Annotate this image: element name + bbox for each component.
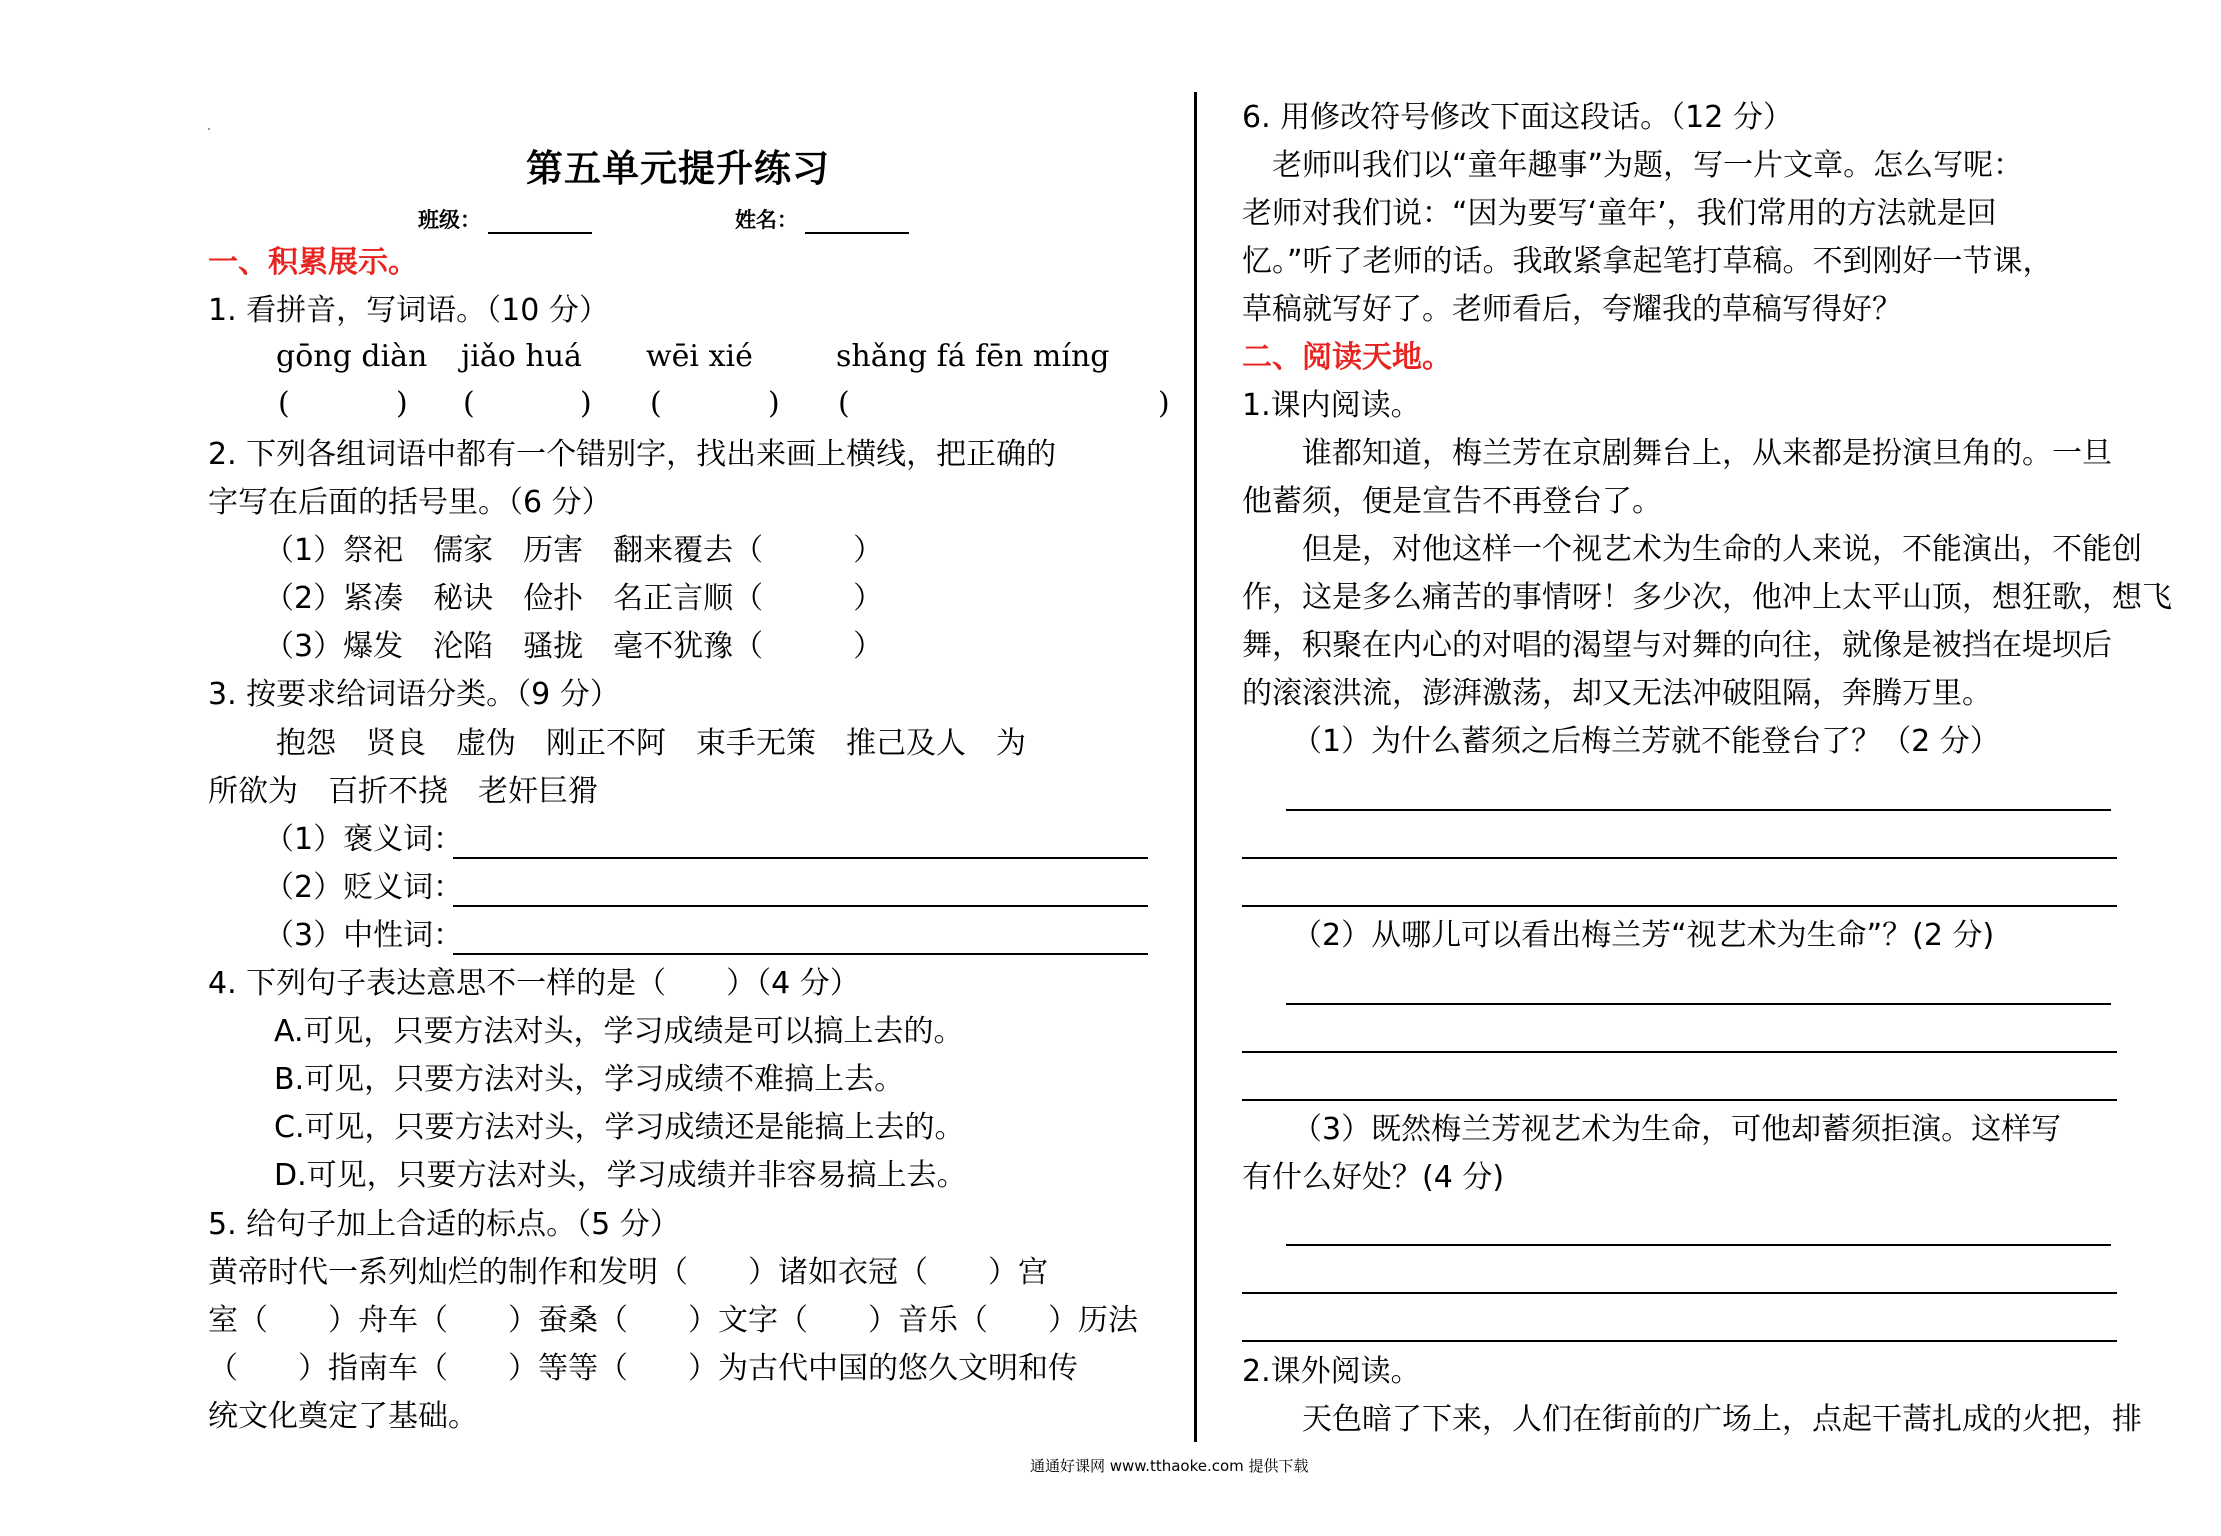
q1-text: 1. 看拼音，写词语。（10 分） xyxy=(208,293,609,328)
footer-source: 通通好课网 www.tthaoke.com 提供下载 xyxy=(1030,1457,1309,1475)
bracket-2-open[interactable]: ( xyxy=(463,386,475,421)
class-label: 班级： xyxy=(418,208,481,232)
q3-item-3: （3）中性词： xyxy=(264,918,464,953)
q2-item-3: （3）爆发 沦陷 骚拢 毫不犹豫（ ） xyxy=(264,629,884,664)
student-info-row xyxy=(418,204,909,234)
reading1-question-2: （2）从哪儿可以看出梅兰芳“视艺术为生命”？(2 分) xyxy=(1292,918,1995,953)
q4-option-d: D.可见，只要方法对头，学习成绩并非容易搞上去。 xyxy=(274,1158,967,1193)
q1-answer-line-1[interactable] xyxy=(1286,809,2111,811)
q6-line-3: 忆。”听了老师的话。我敢紧拿起笔打草稿。不到刚好一节课， xyxy=(1242,244,2053,279)
q3-item-1: （1）褒义词： xyxy=(264,822,464,857)
pinyin-3: wēi xié xyxy=(646,339,753,374)
q6-line-2: 老师对我们说：“因为要写‘童年’，我们常用的方法就是回 xyxy=(1242,196,1997,231)
q2-answer-line-3[interactable] xyxy=(1242,1099,2117,1101)
q3-answer-line-1b[interactable] xyxy=(1286,1244,2111,1246)
reading1-line-5: 舞，积聚在内心的对唱的渴望与对舞的向往，就像是被挡在堤坝后 xyxy=(1242,628,2112,663)
q2-item-2: （2）紧凑 秘诀 俭扑 名正言顺（ ） xyxy=(264,581,884,616)
q4-option-a: A.可见，只要方法对头，学习成绩是可以搞上去的。 xyxy=(274,1014,964,1049)
section-2-heading: 二、阅读天地。 xyxy=(1242,340,1452,375)
q1-answer-line-3[interactable] xyxy=(1242,905,2117,907)
q3-text: 3. 按要求给词语分类。（9 分） xyxy=(208,677,620,712)
column-divider xyxy=(1194,92,1197,1442)
q2-answer-line-2[interactable] xyxy=(1242,1051,2117,1053)
reading2-heading: 2.课外阅读。 xyxy=(1242,1354,1421,1389)
q3-answer-line-3b[interactable] xyxy=(1242,1340,2117,1342)
q2-text-1: 2. 下列各组词语中都有一个错别字，找出来画上横线，把正确的 xyxy=(208,437,1057,472)
q3-answer-line-1[interactable] xyxy=(453,857,1148,859)
bracket-3-open[interactable]: ( xyxy=(650,386,662,421)
pinyin-2: jiǎo huá xyxy=(461,339,582,374)
bracket-1-close[interactable]: ) xyxy=(396,386,408,421)
pinyin-4: shǎng fá fēn míng xyxy=(836,339,1110,374)
page-title: 第五单元提升练习 xyxy=(526,147,830,190)
q4-text: 4. 下列句子表达意思不一样的是（ ）（4 分） xyxy=(208,966,860,1001)
reading1-line-2: 他蓄须，便是宣告不再登台了。 xyxy=(1242,484,1662,519)
q5-line-4: 统文化奠定了基础。 xyxy=(208,1399,478,1434)
q1-answer-line-2[interactable] xyxy=(1242,857,2117,859)
bracket-2-close[interactable]: ) xyxy=(580,386,592,421)
reading1-question-1: （1）为什么蓄须之后梅兰芳就不能登台了？（2 分） xyxy=(1292,724,2000,759)
q4-option-c: C.可见，只要方法对头，学习成绩还是能搞上去的。 xyxy=(274,1110,965,1145)
bracket-1-open[interactable]: ( xyxy=(278,386,290,421)
q5-line-3: （ ）指南车（ ）等等（ ）为古代中国的悠久文明和传 xyxy=(208,1351,1078,1386)
reading2-line-1: 天色暗了下来，人们在街前的广场上，点起干蒿扎成的火把，排 xyxy=(1242,1402,2142,1437)
bracket-4-open[interactable]: ( xyxy=(838,386,850,421)
q3-answer-line-2b[interactable] xyxy=(1242,1292,2117,1294)
name-blank[interactable] xyxy=(805,206,909,234)
section-1-heading: 一、积累展示。 xyxy=(208,245,418,280)
bracket-3-close[interactable]: ) xyxy=(768,386,780,421)
q2-answer-line-1[interactable] xyxy=(1286,1003,2111,1005)
name-label: 姓名： xyxy=(734,208,798,232)
class-blank[interactable] xyxy=(488,206,592,234)
q6-line-4: 草稿就写好了。老师看后，夸耀我的草稿写得好？ xyxy=(1242,292,1902,327)
q3-answer-line-2[interactable] xyxy=(453,905,1148,907)
q3-answer-line-3[interactable] xyxy=(453,953,1148,955)
reading1-question-3: （3）既然梅兰芳视艺术为生命，可他却蓄须拒演。这样写 xyxy=(1292,1112,2062,1147)
q1-answer-brackets xyxy=(278,386,1170,426)
reading1-line-3: 但是，对他这样一个视艺术为生命的人来说，不能演出，不能创 xyxy=(1242,532,2142,567)
q4-option-b: B.可见，只要方法对头，学习成绩不难搞上去。 xyxy=(274,1062,905,1097)
reading1-line-4: 作，这是多么痛苦的事情呀！多少次，他冲上太平山顶，想狂歌，想飞 xyxy=(1242,580,2172,615)
right-column xyxy=(1242,0,2182,1536)
q5-line-1: 黄帝时代一系列灿烂的制作和发明（ ）诸如衣冠（ ）宫 xyxy=(208,1255,1048,1290)
q5-line-2: 室（ ）舟车（ ）蚕桑（ ）文字（ ）音乐（ ）历法 xyxy=(208,1303,1138,1338)
q6-text: 6. 用修改符号修改下面这段话。（12 分） xyxy=(1242,100,1793,135)
q3-words-2: 所欲为 百折不挠 老奸巨猾 xyxy=(208,774,598,809)
q3-item-2: （2）贬义词： xyxy=(264,870,464,905)
q5-text: 5. 给句子加上合适的标点。（5 分） xyxy=(208,1207,680,1242)
reading1-line-1: 谁都知道，梅兰芳在京剧舞台上，从来都是扮演旦角的。一旦 xyxy=(1242,436,2112,471)
reading1-heading: 1.课内阅读。 xyxy=(1242,388,1421,423)
q2-item-1: （1）祭祀 儒家 历害 翻来覆去（ ） xyxy=(264,533,884,568)
pinyin-1: gōng diàn xyxy=(276,339,428,374)
reading1-question-3-cont: 有什么好处？(4 分) xyxy=(1242,1160,1505,1195)
reading1-line-6: 的滚滚洪流，澎湃激荡，却又无法冲破阻隔，奔腾万里。 xyxy=(1242,676,1992,711)
q2-text-2: 字写在后面的括号里。（6 分） xyxy=(208,485,612,520)
bracket-4-close[interactable]: ) xyxy=(1158,386,1170,421)
q6-line-1: 老师叫我们以“童年趣事”为题，写一片文章。怎么写呢： xyxy=(1242,148,2024,183)
q3-words-1: 抱怨 贤良 虚伪 刚正不阿 束手无策 推己及人 为 xyxy=(276,726,1026,761)
